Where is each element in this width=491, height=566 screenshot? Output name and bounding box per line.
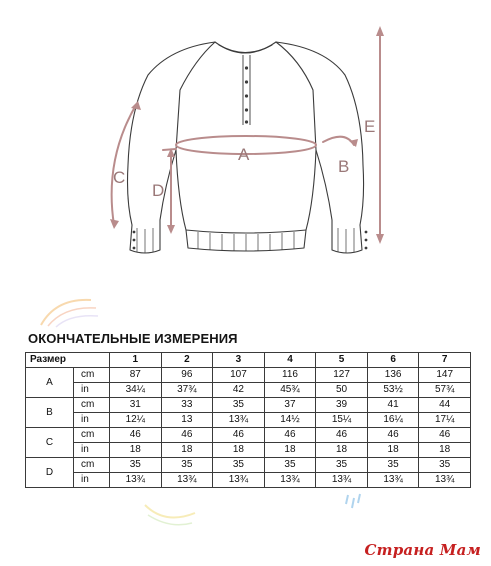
- value-cell: 136: [367, 368, 419, 383]
- value-cell: 13: [161, 413, 213, 428]
- size-column-header: 7: [419, 353, 471, 368]
- value-cell: 41: [367, 398, 419, 413]
- value-cell: 18: [367, 443, 419, 458]
- value-cell: 37¾: [161, 383, 213, 398]
- value-cell: 35: [110, 458, 162, 473]
- unit-cell: in: [74, 383, 110, 398]
- table-row: [26, 383, 471, 398]
- table-row: [26, 368, 471, 383]
- value-cell: 35: [316, 458, 368, 473]
- value-cell: 127: [316, 368, 368, 383]
- size-header-label: Размер: [26, 353, 110, 368]
- value-cell: 46: [264, 428, 316, 443]
- value-cell: 35: [367, 458, 419, 473]
- measure-group-label: C: [26, 428, 74, 458]
- measurements-table: [25, 352, 471, 488]
- unit-cell: cm: [74, 428, 110, 443]
- unit-cell: cm: [74, 368, 110, 383]
- size-column-header: 2: [161, 353, 213, 368]
- value-cell: 15¼: [316, 413, 368, 428]
- value-cell: 13¾: [213, 413, 265, 428]
- value-cell: 18: [419, 443, 471, 458]
- unit-cell: cm: [74, 458, 110, 473]
- value-cell: 18: [110, 443, 162, 458]
- measure-arrows: [112, 30, 380, 240]
- value-cell: 18: [213, 443, 265, 458]
- value-cell: 12¼: [110, 413, 162, 428]
- value-cell: 35: [419, 458, 471, 473]
- value-cell: 35: [161, 458, 213, 473]
- value-cell: 50: [316, 383, 368, 398]
- value-cell: 31: [110, 398, 162, 413]
- value-cell: 46: [213, 428, 265, 443]
- value-cell: 13¾: [316, 473, 368, 488]
- table-row: [26, 458, 471, 473]
- table-row: [26, 413, 471, 428]
- value-cell: 37: [264, 398, 316, 413]
- measure-group-label: A: [26, 368, 74, 398]
- watermark-logo: Страна Мам: [364, 541, 481, 559]
- value-cell: 13¾: [264, 473, 316, 488]
- value-cell: 46: [110, 428, 162, 443]
- decor-drops-icon: [340, 490, 370, 520]
- value-cell: 39: [316, 398, 368, 413]
- value-cell: 13¾: [367, 473, 419, 488]
- measure-group-label: D: [26, 458, 74, 488]
- size-column-header: 4: [264, 353, 316, 368]
- value-cell: 16¼: [367, 413, 419, 428]
- placket: [243, 55, 250, 125]
- value-cell: 13¾: [213, 473, 265, 488]
- value-cell: 42: [213, 383, 265, 398]
- decor-flourish-icon: [140, 495, 200, 530]
- value-cell: 96: [161, 368, 213, 383]
- table-row: [26, 443, 471, 458]
- value-cell: 57¾: [419, 383, 471, 398]
- value-cell: 35: [213, 458, 265, 473]
- size-column-header: 6: [367, 353, 419, 368]
- measure-group-label: B: [26, 398, 74, 428]
- unit-cell: in: [74, 413, 110, 428]
- arrow-b: [323, 137, 354, 145]
- value-cell: 14½: [264, 413, 316, 428]
- size-column-header: 5: [316, 353, 368, 368]
- table-title: ОКОНЧАТЕЛЬНЫЕ ИЗМЕРЕНИЯ: [28, 331, 238, 346]
- value-cell: 18: [264, 443, 316, 458]
- value-cell: 46: [316, 428, 368, 443]
- value-cell: 18: [161, 443, 213, 458]
- value-cell: 53½: [367, 383, 419, 398]
- label-d: D: [152, 181, 165, 200]
- label-a: A: [238, 145, 250, 164]
- value-cell: 147: [419, 368, 471, 383]
- value-cell: 13¾: [110, 473, 162, 488]
- table-row: [26, 428, 471, 443]
- value-cell: 13¾: [161, 473, 213, 488]
- value-cell: 107: [213, 368, 265, 383]
- value-cell: 34¼: [110, 383, 162, 398]
- value-cell: 35: [213, 398, 265, 413]
- value-cell: 17¼: [419, 413, 471, 428]
- label-b: B: [338, 157, 350, 176]
- value-cell: 45¾: [264, 383, 316, 398]
- label-e: E: [364, 117, 376, 136]
- unit-cell: cm: [74, 398, 110, 413]
- table-row: [26, 473, 471, 488]
- size-column-header: 3: [213, 353, 265, 368]
- value-cell: 46: [367, 428, 419, 443]
- ribbing-lines: [137, 228, 354, 253]
- label-c: C: [113, 168, 126, 187]
- table-header-row: [26, 353, 471, 368]
- unit-cell: in: [74, 473, 110, 488]
- table-row: [26, 398, 471, 413]
- value-cell: 18: [316, 443, 368, 458]
- value-cell: 116: [264, 368, 316, 383]
- size-column-header: 1: [110, 353, 162, 368]
- value-cell: 87: [110, 368, 162, 383]
- value-cell: 13¾: [419, 473, 471, 488]
- unit-cell: in: [74, 443, 110, 458]
- value-cell: 33: [161, 398, 213, 413]
- value-cell: 46: [419, 428, 471, 443]
- value-cell: 46: [161, 428, 213, 443]
- value-cell: 35: [264, 458, 316, 473]
- value-cell: 44: [419, 398, 471, 413]
